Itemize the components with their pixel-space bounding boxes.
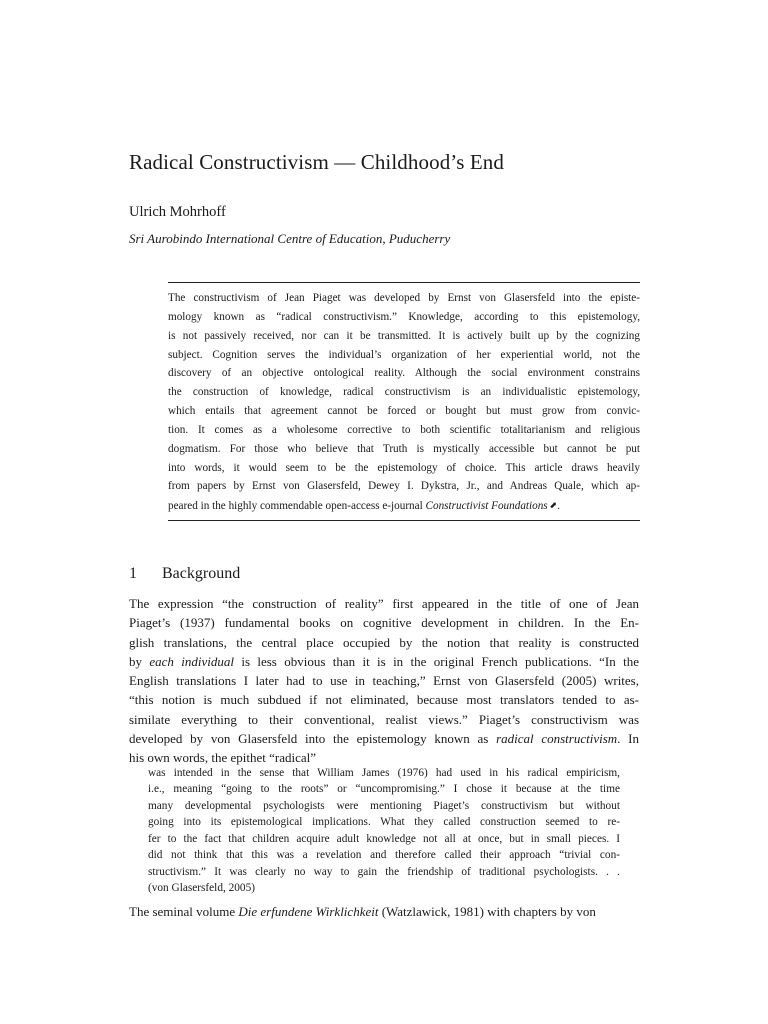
body-line: his own words, the epithet “radical” [129, 750, 316, 766]
abstract-line: mology known as “radical constructivism.” Knowledge, according to this epistemology, [168, 310, 640, 323]
abstract-line: into words, it would seem to be the epistemology of choice. This article draws heavily [168, 461, 640, 474]
body-text: . In [617, 731, 639, 747]
body-text: by [129, 653, 150, 669]
journal-link[interactable]: Constructivist Foundations [425, 500, 548, 513]
body-line [129, 904, 596, 919]
body-text: developed by von Glasersfeld into the epistemology known as [129, 731, 497, 747]
body-line: similate everything to their conventional, realist views.” Piaget’s constructivism was [129, 711, 639, 727]
abstract-period: . [557, 500, 561, 513]
abstract-line: tion. It comes as a wholesome corrective to both scientific totalitarianism and religious [168, 423, 640, 436]
quote-line: structivism.” It was clearly no way to gain the friendship of traditional psychologists. . . [148, 865, 620, 878]
author-affiliation: Sri Aurobindo International Centre of Education, Puducherry [129, 231, 451, 246]
section-title: Background [162, 565, 241, 582]
quote-line: was intended in the sense that William James (1976) had used in his radical empiricism, [148, 767, 620, 779]
body-text: The seminal volume [129, 904, 239, 919]
emphasis-text: radical constructivism [496, 731, 618, 747]
body-line: glish translations, the central place occupied by the notion that reality is constructed [129, 634, 639, 650]
quote-line: many developmental psychologists were mentioning Piaget’s constructivism but without [148, 799, 620, 812]
body-text: (Watzlawick, 1981) with chapters by von [378, 904, 596, 919]
body-paragraph-2 [129, 902, 639, 921]
abstract-line: the construction of knowledge, radical constructivism is an individualistic epistemology, [168, 386, 640, 399]
emphasis-text: each individual [149, 653, 234, 669]
section-heading [129, 565, 240, 583]
body-line [129, 729, 639, 748]
body-line: The expression “the construction of reality” first appeared in the title of one of Jean [129, 596, 639, 611]
abstract-last-line [168, 496, 640, 516]
body-line: Piaget’s (1937) fundamental books on cognitive development in children. In the En- [129, 615, 639, 631]
abstract-line: subject. Cognition serves the individual’s organization of her experiential world, not the [168, 348, 640, 361]
abstract-top-rule [168, 282, 640, 283]
abstract-line: from papers by Ernst von Glasersfeld, Dewey I. Dykstra, Jr., and Andreas Quale, which ap- [168, 480, 640, 493]
body-line [129, 652, 639, 671]
section-number: 1 [129, 565, 137, 582]
abstract-line: dogmatism. For those who believe that Truth is mystically accessible but cannot be put [168, 442, 640, 455]
body-text: is less obvious than it is in the original French publications. “In the [233, 653, 639, 669]
quote-line: going into its epistemological implications. What they called construction seemed to re- [148, 816, 620, 829]
quote-line: did not think that this was a revelation and therefore called their approach “trivial con- [148, 849, 620, 862]
block-quote [148, 765, 620, 897]
abstract-line: The constructivism of Jean Piaget was developed by Ernst von Glasersfeld into the episte- [168, 292, 640, 304]
quote-citation: (von Glasersfeld, 2005) [148, 882, 255, 895]
abstract-line: which entails that agreement cannot be forced or bought but must grow from convic- [168, 405, 640, 418]
book-title: Die erfundene Wirklichkeit [238, 904, 379, 919]
abstract-bottom-rule [168, 520, 640, 521]
body-paragraph-1 [129, 594, 639, 768]
quote-line: i.e., meaning “going to the roots” or “uncompromising.” I chose it because at the time [148, 783, 620, 796]
body-line: English translations I later had to use in teaching,” Ernst von Glasersfeld (2005) writes, [129, 673, 639, 689]
abstract-line: discovery of an objective ontological reality. Although the social environment constrains [168, 367, 640, 380]
author-name: Ulrich Mohrhoff [129, 204, 226, 220]
abstract-line: is not passively received, nor can it be transmitted. It is actively built up by the cognizing [168, 329, 640, 342]
paper-title: Radical Constructivism — Childhood’s End [129, 150, 504, 174]
abstract-last-line-text: peared in the highly commendable open-access e-journal [168, 500, 426, 513]
external-link-arrow-icon[interactable]: ⬈ [549, 500, 558, 511]
body-line: “this notion is much subdued if not eliminated, because most translators tended to as- [129, 692, 639, 708]
quote-line: fer to the fact that children acquire adult knowledge not all at once, but in small pieces. I [148, 832, 620, 845]
abstract [168, 289, 640, 516]
